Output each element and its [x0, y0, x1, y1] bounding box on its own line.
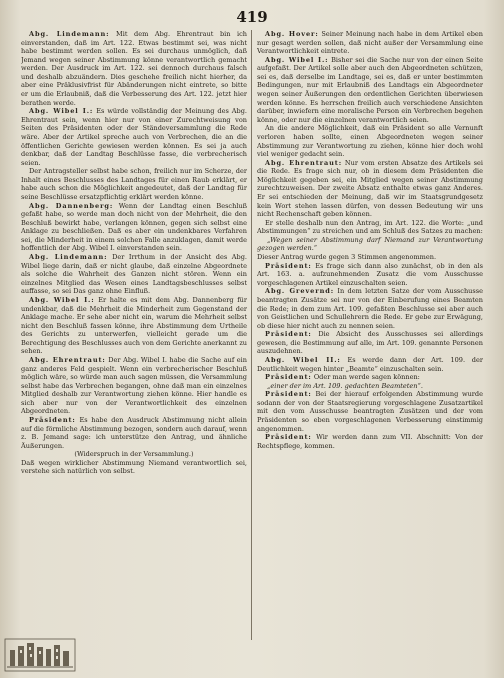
paragraph-text: Nur vom ersten Absatze des Artikels sei die Rede. Es frage sich nur, ob in diesem dem Präsidenten die Möglichkeit gegeben sei, ein Mitglied wegen seiner Abstimmung zurechtzuweisen. Der zweite Absatz enthalte etwas ganz Anderes. Er sei entschieden der Meinung, daß wir im Staatsgrundgesetz kein Wort stehen lassen dürfen, von dessen Bedeutung wir uns nicht Rechenschaft geben können.: [257, 158, 483, 219]
paragraph: [21, 356, 247, 416]
speaker-name: Präsident:: [265, 390, 312, 399]
paragraph-text: Er stelle deshalb nun den Antrag, im Art. 122. die Worte: „und Abstimmungen“ zu streichen und am Schluß des Satzes zu machen:: [257, 218, 483, 236]
left-column: [21, 30, 247, 640]
speaker-name: Abg. Wibel I.:: [29, 295, 95, 304]
paragraph-text: Es werde dann der Art. 109. der Deutlichkeit wegen hinter „Beamte“ einzuschalten sein.: [257, 355, 483, 373]
speaker-name: Abg. Grevernd:: [265, 287, 335, 296]
paragraph: [257, 159, 483, 219]
paragraph: [257, 433, 483, 450]
paragraph: [257, 262, 483, 288]
paragraph: [257, 219, 483, 236]
paragraph-text: Oder man werde sagen können:: [311, 373, 420, 382]
speaker-name: Präsident:: [265, 433, 312, 442]
speaker-name: Präsident:: [265, 261, 312, 270]
paragraph-text: Es habe den Ausdruck Abstimmung nicht allein auf die förmliche Abstimmung bezogen, sondern auch darauf, wenn z. B. Jemand sage: ich unterstütze den Antrag, und ähnliche Äußerungen.: [21, 416, 247, 450]
speaker-name: Präsident:: [29, 416, 76, 425]
paragraph-text: Mit dem Abg. Ehrentraut bin ich einverstanden, daß im Art. 122. Etwas bestimmt sei, was nicht habe bestimmt werden sollen. Es sei durchaus unmöglich, daß Jemand wegen seiner Abstimmung könne verantwortlich gemacht werden. Der Ausdruck im Art. 122. sei dennoch durchaus falsch und deshalb abzuändern. Dies geschehe freilich nicht hierher, da aber eine Präklusivfrist für Abänderungen nicht eintrete, so bitte er um die Erlaubniß, daß die Verbesserung des Art. 122. jetzt hier berathen werde.: [21, 30, 247, 107]
speaker-name: Abg. Lindemann:: [29, 253, 108, 262]
paragraph: [21, 459, 247, 476]
paragraph-text: Es frage sich dann also zunächst, ob in den als Art. 163. a. aufzunehmenden Zusatz die vom Ausschusse vorgeschlagenen Artikel einzuschalten seien.: [257, 261, 483, 287]
right-column: [257, 30, 483, 640]
paragraph: [257, 356, 483, 373]
paragraph: [21, 30, 247, 107]
library-stamp-icon: [4, 638, 76, 672]
paragraph: [257, 30, 483, 56]
speaker-name: Abg. Wibel I.:: [29, 107, 94, 116]
paragraph: [21, 167, 247, 201]
column-divider: [251, 30, 252, 640]
paragraph-text: Der Abg. Wibel I. habe die Sache auf ein ganz anderes Feld gespielt. Wenn ein verbrecherischer Beschluß möglich wäre, so würde man auch sagen müssen, die Versammlung selbst habe das Verbrechen begangen, ohne daß man ein einzelnes Mitglied deshalb zur Verantwortung ziehen könne. Hier handle es sich aber nur von der Verantwortlichkeit des einzelnen Abgeordneten.: [21, 355, 247, 416]
speaker-name: Abg. Ehrentraut:: [265, 158, 343, 167]
speaker-name: Präsident:: [265, 330, 312, 339]
paragraph-text: Es würde vollständig der Meinung des Abg. Ehrentraut sein, wenn hier nur von einer Zurechtweisung von Seiten des Präsidenten oder der Ständeversammlung die Rede wäre. Aber der Artikel spreche auch von Verbrechen, die an die öffentlichen Gerichte gewiesen werden können. Es sei ja auch denkbar, daß der Landtag Beschlüsse fasse, die verbrecherisch seien.: [21, 107, 247, 167]
speaker-name: Abg. Hover:: [265, 30, 319, 38]
paragraph: [257, 124, 483, 158]
paragraph-text: Der Irrthum in der Ansicht des Abg. Wibel liege darin, daß er nicht glaube, daß einzelne Abgeordnete als solche die Wahrheit des Ganzen nicht stören. Wenn ein einzelnes Mitglied das Wesen eines Landtagsbeschlusses selbst auffasse, so sei Das ganz ohne Einfluß.: [21, 253, 247, 296]
paragraph-text: Bisher sei die Sache nur von der einen Seite aufgefaßt. Der Artikel solle aber auch den Abgeordneten schützen, sei es, daß derselbe im Landtage, sei es, daß er unter bestimmten Bedingungen, nur mit Erlaubniß des Landtags ein Abgeordneter wegen seiner Äußerungen den ordentlichen Gerichten überwiesen werden könne. Es herrschen freilich auch verschiedene Ansichten darüber, inwiefern eine moralische Person ein Verbrechen begehen könne, oder nur die einzelnen verantwortlich seien.: [257, 55, 483, 124]
paragraph-text: An die andere Möglichkeit, daß ein Präsident so alle Vernunft verloren haben sollte, einen Abgeordneten wegen seiner Abstimmung zur Verantwortung zu ziehen, könne hier doch wohl viel weniger gedacht sein.: [257, 124, 483, 159]
paragraph-text: In dem letzten Satze der vom Ausschusse beantragten Zusätze sei nur von der Einberufung eines Beamten die Rede; in dem zum Art. 109. gefaßten Beschlusse sei aber auch von Geistlichen und Schullehrern die Rede. Er gebe zur Erwägung, ob diese hier nicht auch zu nennen seien.: [257, 287, 483, 330]
page-number: 419: [236, 8, 268, 26]
paragraph-text: Er halte es mit dem Abg. Dannenberg für undenkbar, daß die Mehrheit die Minderheit zum Gegenstand der Anklage mache. Er sehe aber nicht ein, warum die Mehrheit selbst nicht den Beschluß fassen könne, ihre Abstimmung dem Urtheile des Gerichts zu unterwerfen, vielleicht gerade um die Berechtigung des Beschlusses auch von dem Gerichte anerkannt zu sehen.: [21, 295, 247, 356]
paragraph-text: Der Antragsteller selbst habe schon, freilich nur im Scherze, der Inhalt eines Beschlusses des Landtages für einen Raub erklärt, er habe auch schon die Möglichkeit angedeutet, daß der Landtag für seine Beschlüsse ersatzpflichtig erklärt werden könne.: [21, 167, 247, 201]
paragraph-text: „Wegen seiner Abstimmung darf Niemand zur Verantwortung gezogen werden.“: [257, 235, 483, 253]
paragraph: [257, 390, 483, 433]
paragraph-text: „einer der im Art. 109. gedachten Beamteten“.: [267, 381, 423, 390]
speaker-name: Abg. Wibel II.:: [265, 355, 341, 364]
paragraph-text: Daß wegen wirklicher Abstimmung Niemand verantwortlich sei, verstehe sich natürlich von selbst.: [21, 458, 247, 476]
paragraph: [257, 382, 483, 391]
paragraph-text: Bei der hierauf erfolgenden Abstimmung wurde sodann der von der Staatsregierung vorgeschlagene Zusatzartikel mit den vom Ausschusse beantragten Zusätzen und der vom Präsidenten so eben vorgeschlagenen Verbesserung einstimmig angenommen.: [257, 390, 483, 433]
paragraph-text: Wenn der Landtag einen Beschluß gefaßt habe, so werde man doch nicht von der Mehrheit, die den Beschluß bewirkt habe, verlangen können, gegen sich selbst eine Anklage zu beschließen. Daß es aber ein undenkbares Verfahren sei, die Minderheit in einem solchen Falle anzuklagen, damit werde hoffentlich der Abg. Wibel I. einverstanden sein.: [21, 201, 247, 253]
paragraph: [257, 253, 483, 262]
paragraph: [21, 202, 247, 253]
paragraph-text: (Widerspruch in der Versammlung.): [74, 450, 194, 459]
paragraph-text: Wir werden dann zum VII. Abschnitt: Von der Rechtspflege, kommen.: [257, 433, 483, 450]
paragraph: [21, 416, 247, 450]
paragraph: [257, 287, 483, 330]
paragraph: [257, 373, 483, 382]
speaker-name: Abg. Dannenberg:: [29, 201, 114, 210]
paragraph: [21, 450, 247, 459]
paragraph: [21, 107, 247, 167]
speaker-name: Abg. Lindemann:: [29, 30, 110, 38]
paragraph: [257, 56, 483, 125]
speaker-name: Präsident:: [265, 373, 312, 382]
paragraph: [21, 253, 247, 296]
speaker-name: Abg. Wibel I.:: [265, 55, 329, 64]
paragraph-text: Seiner Meinung nach habe in dem Artikel eben nur gesagt werden sollen, daß nicht außer der Versammlung eine Verantwortlichkeit eintrete.: [257, 30, 483, 56]
paragraph: [257, 236, 483, 253]
paragraph-text: Dieser Antrag wurde gegen 3 Stimmen angenommen.: [257, 253, 437, 262]
speaker-name: Abg. Ehrentraut:: [29, 355, 106, 364]
paragraph: [21, 296, 247, 356]
paragraph: [257, 330, 483, 356]
paragraph-text: Die Absicht des Ausschusses sei allerdings gewesen, die Bestimmung auf alle, im Art. 109. genannte Personen auszudehnen.: [257, 330, 483, 356]
